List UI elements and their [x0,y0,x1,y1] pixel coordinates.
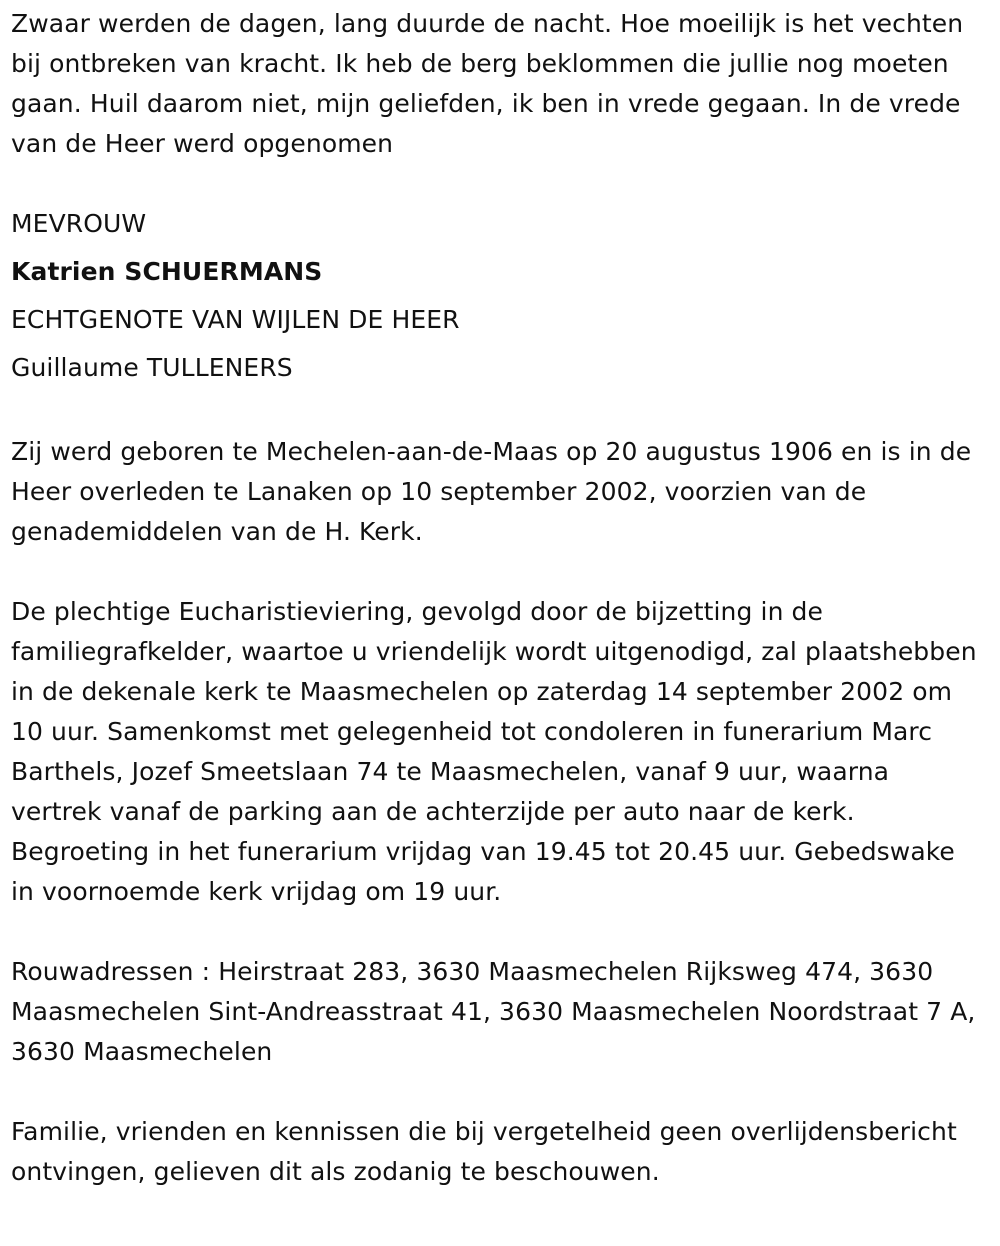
spacer [11,164,981,204]
spouse-name: Guillaume TULLENERS [11,353,293,382]
closing-paragraph: Familie, vrienden en kennissen die bij vergetelheid geen overlijdensbericht ontvingen, gelieven dit als zodanig te beschouwen. [11,1117,957,1186]
honorific: MEVROUW [11,209,147,238]
birth-death-paragraph: Zij werd geboren te Mechelen-aan-de-Maas op 20 augustus 1906 en is in de Heer overleden te Lanaken op 10 september 2002, voorzien van de genademiddelen van de H. Kerk. [11,437,972,546]
deceased-name: Katrien SCHUERMANS [11,257,323,286]
relation-line: ECHTGENOTE VAN WIJLEN DE HEER [11,305,460,334]
intro-poem: Zwaar werden de dagen, lang duurde de nacht. Hoe moeilijk is het vechten bij ontbreken van kracht. Ik heb de berg beklommen die jullie nog moeten gaan. Huil daarom niet, mijn geliefden, ik ben in vrede gegaan. In de vrede van de Heer werd opgenomen [11,9,964,158]
deceased-block [11,200,981,392]
addresses-paragraph: Rouwadressen : Heirstraat 283, 3630 Maasmechelen Rijksweg 474, 3630 Maasmechelen Sint-Andreasstraat 41, 3630 Maasmechelen Noordstraat 7 A, 3630 Maasmechelen [11,957,976,1066]
spacer [11,552,981,592]
spacer [11,912,981,952]
obituary-document [11,4,981,1192]
spacer [11,392,981,432]
spacer [11,1072,981,1112]
ceremony-paragraph: De plechtige Eucharistieviering, gevolgd door de bijzetting in de familiegrafkelder, waartoe u vriendelijk wordt uitgenodigd, zal plaatshebben in de dekenale kerk te Maasmechelen op zaterdag 14 september 2002 om 10 uur. Samenkomst met gelegenheid tot condoleren in funerarium Marc Barthels, Jozef Smeetslaan 74 te Maasmechelen, vanaf 9 uur, waarna vertrek vanaf de parking aan de achterzijde per auto naar de kerk. Begroeting in het funerarium vrijdag van 19.45 tot 20.45 uur. Gebedswake in voornoemde kerk vrijdag om 19 uur. [11,597,977,906]
